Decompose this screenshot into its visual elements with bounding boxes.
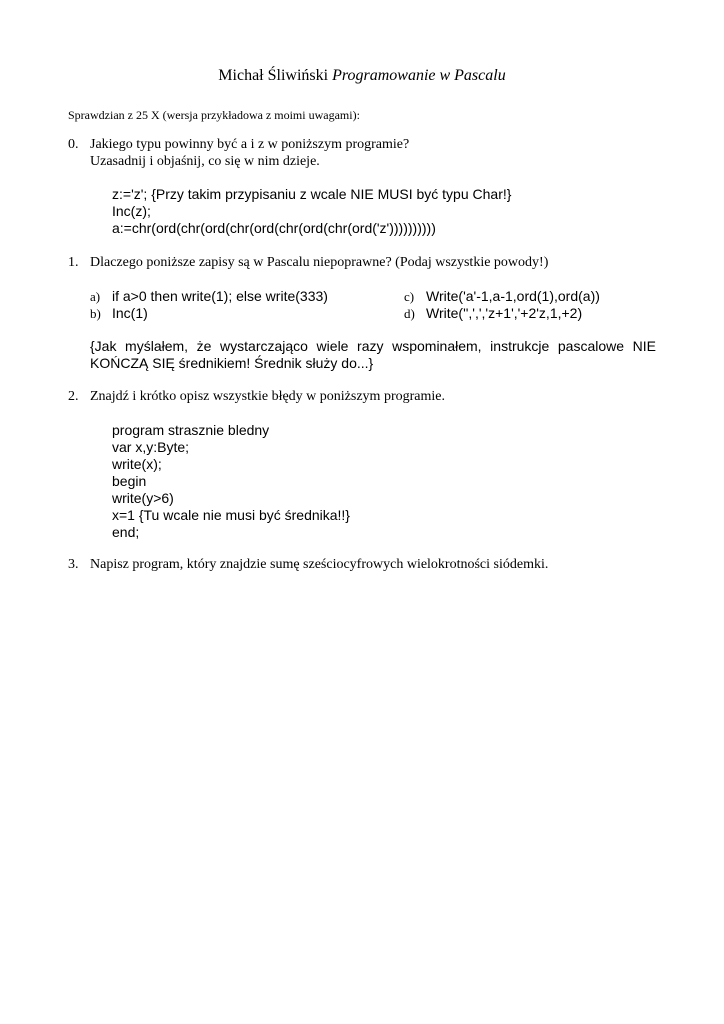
q0-code-line: a:=chr(ord(chr(ord(chr(ord(chr(ord(chr(ord('z')))))))))) bbox=[112, 220, 436, 236]
test-subtitle: Sprawdzian z 25 X (wersja przykładowa z moimi uwagami): bbox=[68, 108, 360, 122]
q1-item-label: d) bbox=[404, 306, 415, 321]
q2-code-line: x=1 {Tu wcale nie musi być średnika!!} bbox=[112, 507, 350, 523]
title-book: Programowanie w Pascalu bbox=[332, 67, 506, 84]
q1-item-code: Write('a'-1,a-1,ord(1),ord(a)) bbox=[426, 288, 600, 304]
q1-item-label: b) bbox=[90, 306, 101, 321]
q0-line2: Uzasadnij i objaśnij, co się w nim dzieje. bbox=[90, 154, 320, 169]
q1-item-code: Write('',',','z+1','+2'z,1,+2) bbox=[426, 305, 583, 321]
q2-code-line: begin bbox=[112, 473, 147, 489]
q1-text: Dlaczego poniższe zapisy są w Pascalu niepoprawne? (Podaj wszystkie powody!) bbox=[90, 255, 549, 270]
q3-number: 3. bbox=[68, 557, 79, 572]
title-author: Michał Śliwiński bbox=[218, 67, 329, 84]
q1-item-code: if a>0 then write(1); else write(333) bbox=[112, 288, 328, 304]
q2-code-line: program strasznie bledny bbox=[112, 422, 270, 438]
q1-number: 1. bbox=[68, 255, 79, 270]
q2-code-line: end; bbox=[112, 524, 140, 540]
q1-item-code: Inc(1) bbox=[112, 305, 148, 321]
q0-number: 0. bbox=[68, 137, 79, 152]
q0-code-line: z:='z'; {Przy takim przypisaniu z wcale NIE MUSI być typu Char!} bbox=[112, 186, 512, 202]
q2-text: Znajdź i krótko opisz wszystkie błędy w poniższym programie. bbox=[90, 389, 445, 404]
q1-item-label: c) bbox=[404, 289, 415, 304]
q2-code-line: write(x); bbox=[112, 456, 162, 472]
q2-code-line: var x,y:Byte; bbox=[112, 439, 190, 455]
q3-text: Napisz program, który znajdzie sumę sześciocyfrowych wielokrotności siódemki. bbox=[90, 557, 549, 572]
q2-number: 2. bbox=[68, 389, 79, 404]
q0-code-line: Inc(z); bbox=[112, 203, 151, 219]
q0-line1: Jakiego typu powinny być a i z w poniższym programie? bbox=[90, 137, 410, 152]
q1-item-label: a) bbox=[90, 289, 101, 304]
q2-code-line: write(y>6) bbox=[112, 490, 174, 506]
q1-teacher-note: {Jak myślałem, że wystarczająco wiele razy wspominałem, instrukcje pascalowe NIE KOŃCZĄ SIĘ średnikiem! Średnik służy do...} bbox=[90, 338, 656, 371]
page-title bbox=[0, 67, 724, 85]
